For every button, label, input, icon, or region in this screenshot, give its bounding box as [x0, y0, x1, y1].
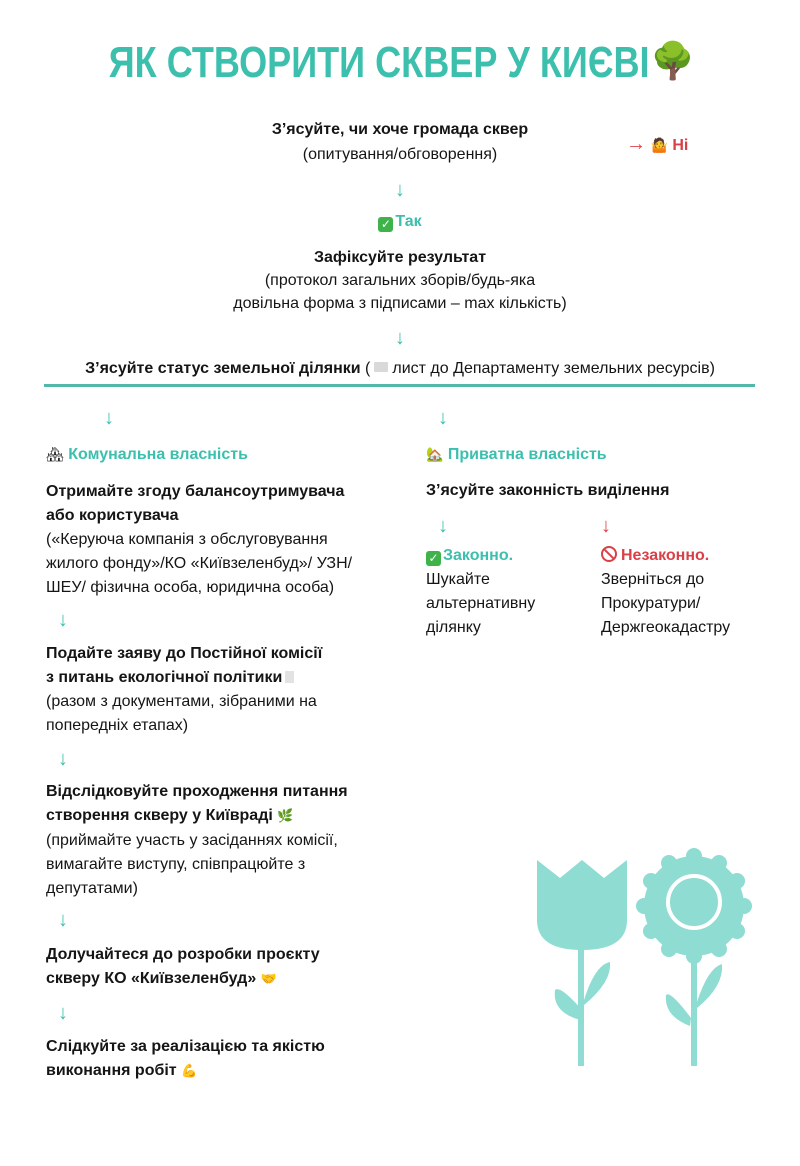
communal-step-2-note-1: (разом з документами, зібраними на: [46, 693, 317, 710]
step3-line: [0, 360, 800, 378]
legal-branch: [426, 544, 596, 640]
arrow-down-icon: ↓: [104, 407, 114, 429]
herb-icon: 🌿: [277, 809, 294, 824]
communal-step-1-note-2: жилого фонду»/КО «Київзеленбуд»/ УЗН/: [46, 555, 353, 572]
communal-step-5-heading-2: виконання робіт: [46, 1062, 177, 1079]
flowers-illustration: [520, 840, 760, 1080]
communal-step-1-heading-1: Отримайте згоду балансоутримувача: [46, 483, 345, 500]
shrug-icon: 🤷: [650, 138, 668, 154]
communal-step-4-heading-1: Долучайтеся до розробки проєкту: [46, 946, 320, 963]
communal-step-3-heading-1: Відслідковуйте проходження питання: [46, 783, 348, 800]
handshake-icon: 🤝: [260, 972, 277, 987]
illegal-line-3: Держгеокадастру: [601, 619, 731, 636]
communal-title-text: Комунальна власність: [68, 446, 248, 463]
step3-paren: (: [365, 360, 371, 377]
legal-label: Законно.: [443, 547, 514, 564]
step2-heading: Зафіксуйте результат: [313, 249, 487, 266]
illegal-label: Незаконно.: [621, 547, 710, 564]
arrow-down-icon: ↓: [395, 327, 405, 349]
legal-line-3: ділянку: [426, 619, 481, 636]
communal-step-1-note-3: ШЕУ/ фізична особа, юридична особа): [46, 579, 335, 596]
houses-icon: 🏘: [46, 447, 64, 463]
yes-branch: [0, 213, 800, 232]
communal-step-4: [46, 943, 406, 992]
no-branch: [626, 134, 688, 155]
private-title: [426, 446, 607, 464]
arrow-down-icon: ↓: [58, 748, 68, 770]
communal-step-3-note-2: вимагайте виступу, співпрацюйте з: [46, 856, 306, 873]
communal-step-2-heading-2: з питань екологічної політики: [46, 669, 283, 686]
check-icon: ✓: [378, 217, 393, 232]
arrow-down-icon: ↓: [395, 179, 405, 201]
step2-note-line1: (протокол загальних зборів/будь-яка: [264, 272, 536, 289]
legal-line-1: Шукайте: [426, 571, 490, 588]
arrow-down-icon: ↓: [438, 407, 448, 429]
daisy-icon: [636, 848, 752, 1066]
communal-step-5-heading-1: Слідкуйте за реалізацією та якістю: [46, 1038, 325, 1055]
arrow-down-icon: ↓: [58, 609, 68, 631]
communal-step-5: [46, 1035, 406, 1084]
no-label: Ні: [672, 137, 689, 154]
private-heading: З’ясуйте законність виділення: [426, 482, 670, 499]
step1-note: (опитування/обговорення): [302, 146, 498, 163]
title-text: ЯК СТВОРИТИ СКВЕР У КИЄВІ: [108, 38, 650, 87]
flexed-biceps-icon: 💪: [181, 1064, 198, 1079]
arrow-down-icon: ↓: [438, 515, 448, 537]
communal-step-3-note-1: (приймайте участь у засіданнях комісії,: [46, 832, 338, 849]
step1-heading: З’ясуйте, чи хоче громада сквер: [271, 121, 529, 138]
arrow-down-icon: ↓: [58, 1002, 68, 1024]
section-divider: [44, 384, 755, 387]
communal-step-4-heading-2: скверу КО «Київзеленбуд»: [46, 970, 257, 987]
private-title-text: Приватна власність: [447, 446, 607, 463]
communal-step-1-note-1: («Керуюча компанія з обслуговування: [46, 531, 328, 548]
communal-step-1-heading-2: або користувача: [46, 507, 179, 524]
tulip-icon: [537, 860, 627, 1066]
arrow-down-icon: ↓: [58, 909, 68, 931]
arrow-down-red-icon: ↓: [601, 515, 611, 537]
communal-step-3: [46, 780, 406, 901]
prohibited-icon: [601, 546, 617, 562]
envelope-icon: [374, 362, 388, 372]
yes-label: Так: [395, 213, 422, 230]
house-garden-icon: 🏡: [426, 447, 444, 463]
step3-heading: З’ясуйте статус земельної ділянки: [85, 360, 361, 377]
page-title: [72, 38, 728, 88]
tree-icon: 🌳: [650, 41, 695, 82]
legal-line-2: альтернативну: [426, 595, 536, 612]
step2-note-line2: довільна форма з підписами – max кількість): [233, 295, 567, 312]
illegal-line-2: Прокуратури/: [601, 595, 701, 612]
communal-step-2-heading-1: Подайте заяву до Постійної комісії: [46, 645, 323, 662]
illegal-line-1: Зверніться до: [601, 571, 705, 588]
document-icon: [285, 671, 294, 683]
communal-step-3-note-3: депутатами): [46, 880, 138, 897]
check-icon: ✓: [426, 551, 441, 566]
communal-step-2: [46, 642, 406, 738]
arrow-right-icon: →: [626, 133, 646, 155]
communal-title: [46, 446, 248, 464]
communal-step-1: [46, 480, 406, 600]
step3-note: лист до Департаменту земельних ресурсів): [392, 360, 715, 377]
illegal-branch: [601, 544, 771, 640]
communal-step-3-heading-2: створення скверу у Київраді: [46, 807, 273, 824]
communal-step-2-note-2: попередніх етапах): [46, 717, 189, 734]
